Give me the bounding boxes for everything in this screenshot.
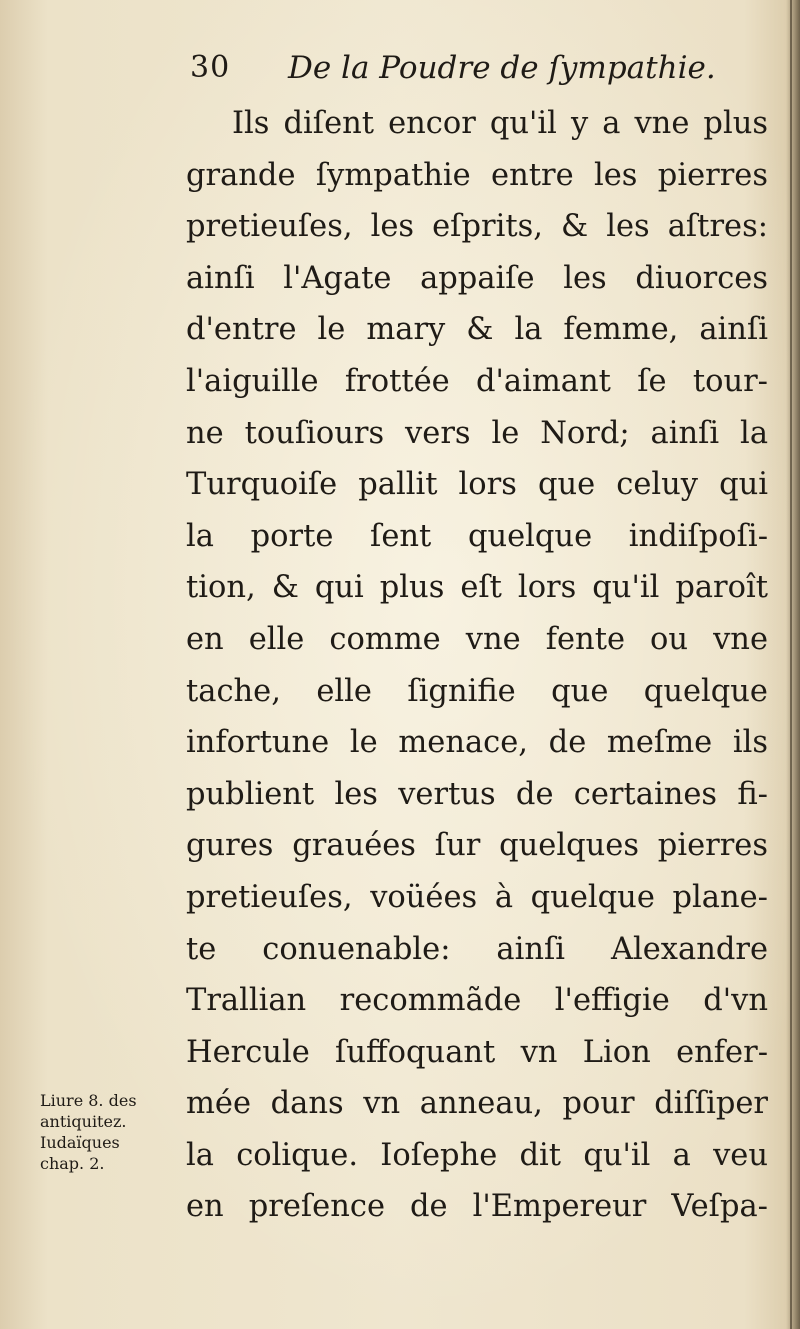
text-line: Ils diſent encor qu'il y a vne plus — [232, 106, 768, 141]
text-line: d'entre le mary & la femme, ainſi — [186, 312, 768, 348]
text-line: Turquoiſe pallit lors que celuy qui — [186, 467, 768, 503]
text-line: la porte ſent quelque indiſpoſi- — [186, 518, 768, 554]
text-line: tion, & qui plus eſt lors qu'il paroît — [186, 570, 768, 606]
text-line: grande ſympathie entre les pierres — [186, 157, 768, 193]
margin-note-line: Liure 8. des — [40, 1091, 137, 1110]
margin-note-line: Iudaïques — [40, 1133, 120, 1152]
text-line: pretieuſes, les eſprits, & les aſtres: — [186, 209, 768, 245]
running-head: De la Poudre de ſympathie. — [288, 50, 716, 86]
text-line: pretieuſes, voüées à quelque plane- — [186, 879, 768, 915]
body-text — [186, 98, 768, 1233]
text-line: en preſence de l'Empereur Veſpa- — [186, 1189, 768, 1225]
text-line: publient les vertus de certaines fi- — [186, 776, 768, 812]
text-line: mée dans vn anneau, pour diſſiper — [186, 1086, 768, 1122]
page-header — [190, 44, 770, 94]
text-line: tache, elle ſignifie que quelque — [186, 673, 768, 709]
text-line: infortune le menace, de meſme ils — [186, 725, 768, 761]
page-number: 30 — [190, 50, 231, 85]
text-line: ne touſiours vers le Nord; ainſi la — [186, 415, 768, 451]
text-line: ainſi l'Agate appaiſe les diuorces — [186, 260, 768, 296]
text-line: Trallian recommãde l'effigie d'vn — [186, 983, 768, 1019]
margin-note-line: antiquitez. — [40, 1112, 127, 1131]
text-line: la colique. Ioſephe dit qu'il a veu — [186, 1137, 768, 1173]
margin-note-line: chap. 2. — [40, 1154, 105, 1173]
margin-note — [40, 1090, 170, 1174]
page-edge-shadow — [786, 0, 800, 1329]
text-line: l'aiguille frottée d'aimant ſe tour- — [186, 363, 768, 399]
text-line: gures grauées ſur quelques pierres — [186, 828, 768, 864]
text-line: te conuenable: ainſi Alexandre — [186, 931, 768, 967]
text-line: Hercule ſuffoquant vn Lion enfer- — [186, 1034, 768, 1070]
page-edge-line — [790, 0, 792, 1329]
text-line: en elle comme vne fente ou vne — [186, 621, 768, 657]
